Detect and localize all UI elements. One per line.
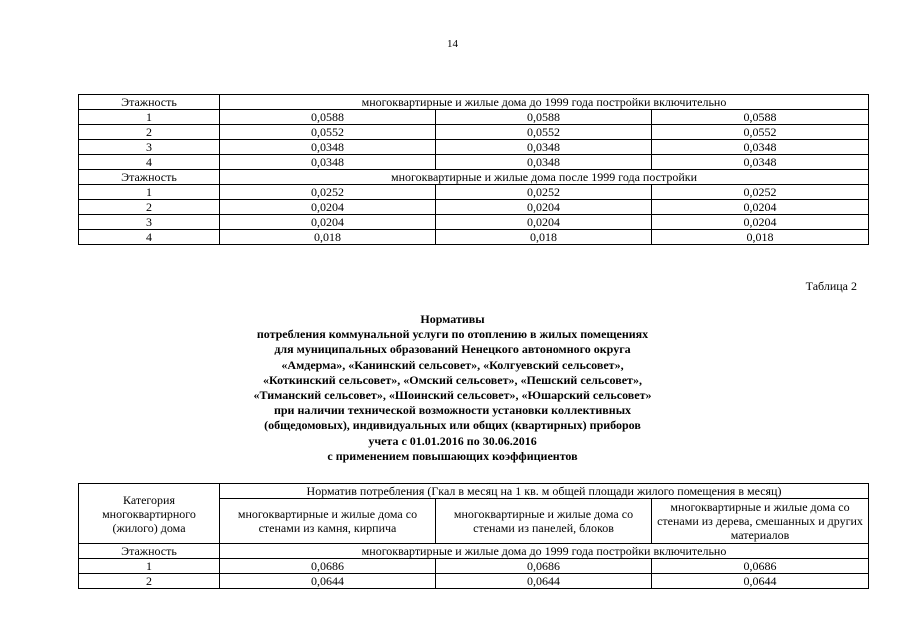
value-cell: 0,0204 bbox=[652, 200, 869, 215]
floor-cell: 3 bbox=[79, 140, 220, 155]
value-cell: 0,0252 bbox=[652, 185, 869, 200]
floors-label: Этажность bbox=[79, 544, 220, 559]
table-row bbox=[79, 125, 869, 140]
value-cell: 0,0204 bbox=[220, 200, 436, 215]
heading-line: потребления коммунальной услуги по отоплению в жилых помещениях bbox=[256, 327, 649, 342]
value-cell: 0,0348 bbox=[436, 140, 652, 155]
value-cell: 0,0686 bbox=[436, 559, 652, 574]
floor-cell: 3 bbox=[79, 215, 220, 230]
heading-line: Нормативы bbox=[420, 312, 485, 326]
table-row bbox=[79, 230, 869, 245]
table-heading bbox=[130, 312, 775, 464]
floor-cell: 4 bbox=[79, 155, 220, 170]
bottom-norms-table bbox=[78, 483, 869, 589]
floor-cell: 1 bbox=[79, 559, 220, 574]
value-cell: 0,0644 bbox=[220, 574, 436, 589]
value-cell: 0,0348 bbox=[652, 140, 869, 155]
heading-line: «Коткинский сельсовет», «Омский сельсовет», «Пешский сельсовет», bbox=[263, 372, 642, 387]
table-row bbox=[79, 559, 869, 574]
table-row bbox=[79, 110, 869, 125]
floor-cell: 2 bbox=[79, 125, 220, 140]
heading-line: с применением повышающих коэффициентов bbox=[327, 448, 578, 463]
value-cell: 0,018 bbox=[220, 230, 436, 245]
value-cell: 0,0348 bbox=[220, 140, 436, 155]
table-row bbox=[79, 185, 869, 200]
value-cell: 0,0686 bbox=[652, 559, 869, 574]
value-cell: 0,018 bbox=[436, 230, 652, 245]
table-row bbox=[79, 215, 869, 230]
table-row bbox=[79, 155, 869, 170]
heading-line: (общедомовых), индивидуальных или общих (квартирных) приборов bbox=[264, 418, 641, 433]
header-row bbox=[79, 484, 869, 499]
floor-cell: 1 bbox=[79, 110, 220, 125]
value-cell: 0,0588 bbox=[652, 110, 869, 125]
top-norms-table bbox=[78, 94, 869, 245]
value-cell: 0,0204 bbox=[652, 215, 869, 230]
value-cell: 0,0552 bbox=[220, 125, 436, 140]
section-header-row bbox=[79, 95, 869, 110]
section-header-row bbox=[79, 170, 869, 185]
heading-line: «Амдерма», «Канинский сельсовет», «Колгуевский сельсовет», bbox=[281, 357, 624, 372]
value-cell: 0,0252 bbox=[436, 185, 652, 200]
section-header-row bbox=[79, 544, 869, 559]
value-cell: 0,0552 bbox=[652, 125, 869, 140]
floor-cell: 2 bbox=[79, 574, 220, 589]
value-cell: 0,018 bbox=[652, 230, 869, 245]
value-cell: 0,0588 bbox=[436, 110, 652, 125]
floor-cell: 1 bbox=[79, 185, 220, 200]
heading-line: «Тиманский сельсовет», «Шоинский сельсовет», «Юшарский сельсовет» bbox=[253, 388, 652, 403]
value-cell: 0,0686 bbox=[220, 559, 436, 574]
column-header: многоквартирные и жилые дома со стенами из панелей, блоков bbox=[436, 499, 652, 544]
value-cell: 0,0348 bbox=[436, 155, 652, 170]
category-header: Категория многоквартирного (жилого) дома bbox=[79, 484, 220, 544]
heading-line: при наличии технической возможности установки коллективных bbox=[273, 403, 632, 418]
section-title: многоквартирные и жилые дома до 1999 года постройки включительно bbox=[220, 95, 869, 110]
value-cell: 0,0204 bbox=[436, 200, 652, 215]
value-cell: 0,0552 bbox=[436, 125, 652, 140]
norm-header: Норматив потребления (Гкал в месяц на 1 кв. м общей площади жилого помещения в месяц) bbox=[220, 484, 869, 499]
table-caption: Таблица 2 bbox=[805, 279, 857, 293]
section-title: многоквартирные и жилые дома до 1999 года постройки включительно bbox=[220, 544, 869, 559]
value-cell: 0,0252 bbox=[220, 185, 436, 200]
value-cell: 0,0644 bbox=[436, 574, 652, 589]
floor-cell: 4 bbox=[79, 230, 220, 245]
table-row bbox=[79, 574, 869, 589]
value-cell: 0,0204 bbox=[220, 215, 436, 230]
value-cell: 0,0644 bbox=[652, 574, 869, 589]
value-cell: 0,0204 bbox=[436, 215, 652, 230]
floors-label: Этажность bbox=[79, 170, 220, 185]
column-header: многоквартирные и жилые дома со стенами из дерева, смешанных и других материалов bbox=[652, 499, 869, 544]
value-cell: 0,0348 bbox=[220, 155, 436, 170]
value-cell: 0,0588 bbox=[220, 110, 436, 125]
heading-line: для муниципальных образований Ненецкого автономного округа bbox=[274, 342, 631, 357]
section-title: многоквартирные и жилые дома после 1999 года постройки bbox=[220, 170, 869, 185]
value-cell: 0,0348 bbox=[652, 155, 869, 170]
floors-label: Этажность bbox=[79, 95, 220, 110]
table-row bbox=[79, 200, 869, 215]
heading-line: учета с 01.01.2016 по 30.06.2016 bbox=[368, 433, 537, 448]
floor-cell: 2 bbox=[79, 200, 220, 215]
page-number: 14 bbox=[447, 38, 458, 50]
table-row bbox=[79, 140, 869, 155]
column-header: многоквартирные и жилые дома со стенами из камня, кирпича bbox=[220, 499, 436, 544]
